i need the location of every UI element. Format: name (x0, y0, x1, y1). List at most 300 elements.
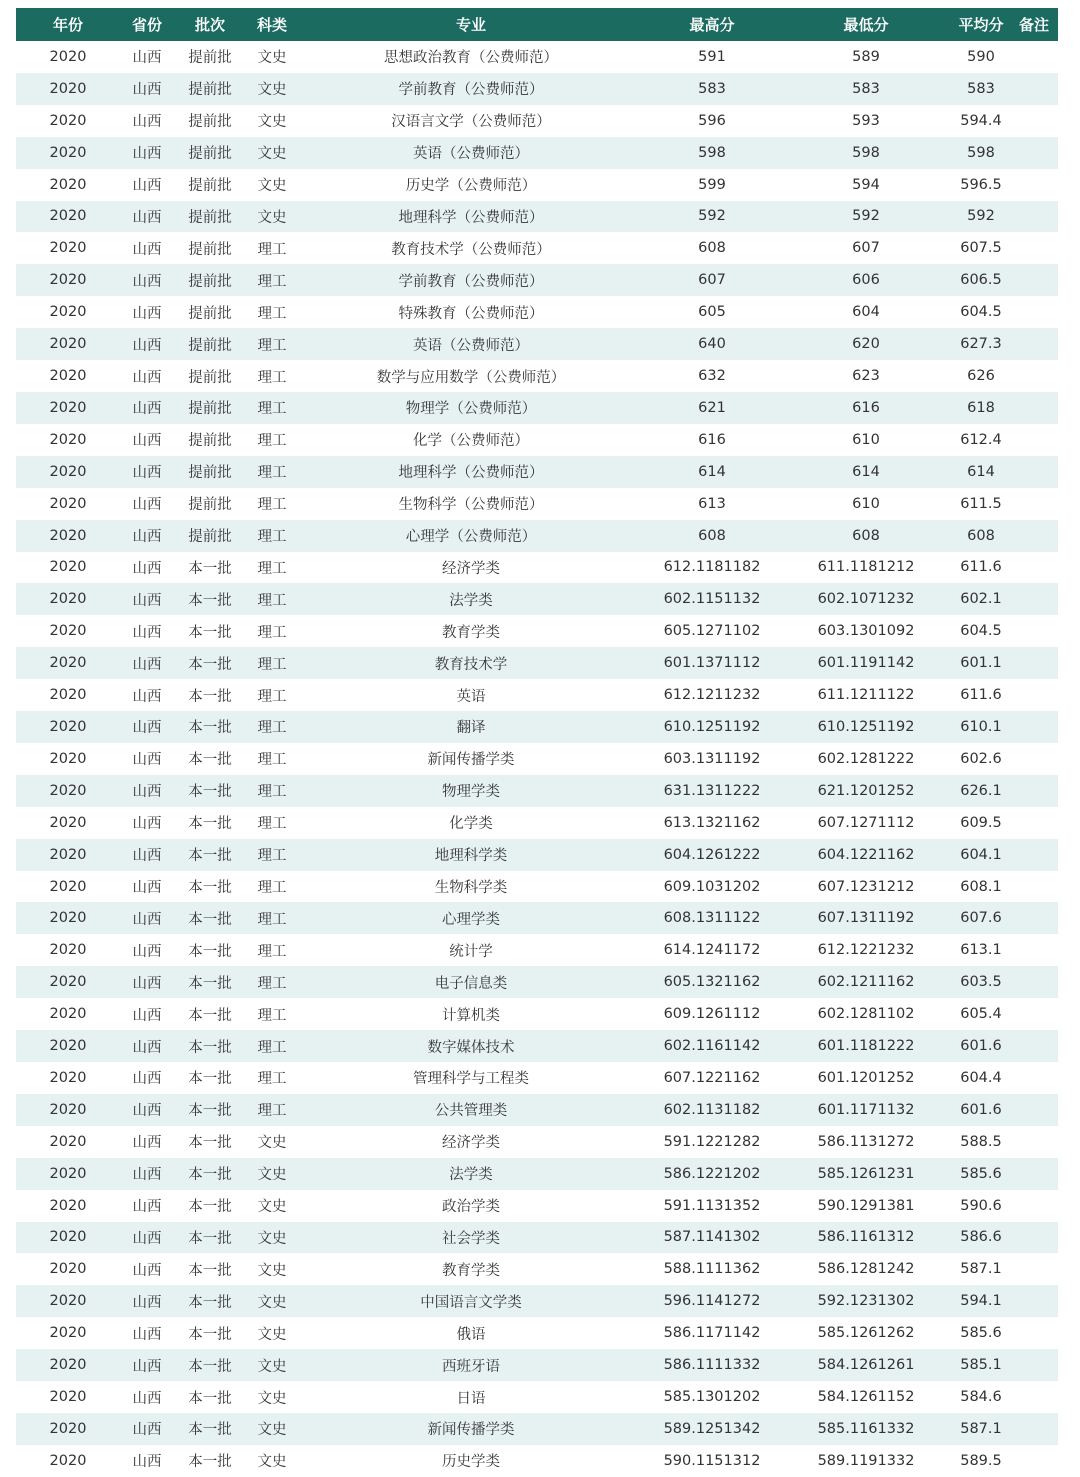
cell-year: 2020 (49, 399, 87, 416)
cell-major: 化学（公费师范） (413, 433, 529, 450)
cell-province: 山西 (132, 1199, 162, 1216)
cell-batch: 提前批 (188, 529, 232, 546)
cell-remark (1010, 552, 1058, 584)
cell-max-score: 610.1251192 (663, 718, 761, 735)
cell-min-score: 589.1191332 (817, 1452, 915, 1469)
cell-remark (1010, 1317, 1058, 1349)
table-row (16, 1317, 1058, 1349)
header-year: 年份 (52, 16, 83, 34)
cell-major: 英语 (456, 688, 486, 705)
table-row (16, 392, 1058, 424)
cell-max-score: 603.1311192 (663, 750, 761, 767)
cell-major: 汉语言文学（公费师范） (391, 114, 551, 131)
cell-province: 山西 (132, 529, 162, 546)
cell-avg-score: 594.4 (960, 112, 1002, 129)
cell-max-score: 586.1171142 (663, 1325, 761, 1342)
cell-max-score: 598 (698, 144, 726, 161)
cell-province: 山西 (132, 1294, 162, 1311)
cell-major: 生物科学（公费师范） (398, 497, 544, 514)
cell-avg-score: 594.1 (960, 1293, 1002, 1310)
cell-province: 山西 (132, 178, 162, 195)
cell-min-score: 592 (852, 208, 880, 225)
cell-province: 山西 (132, 656, 162, 673)
cell-avg-score: 590.6 (960, 1197, 1002, 1214)
cell-major: 地理科学（公费师范） (398, 465, 544, 482)
cell-year: 2020 (49, 750, 87, 767)
cell-batch: 本一批 (188, 592, 232, 609)
cell-major: 心理学（公费师范） (405, 529, 537, 546)
table-row (16, 520, 1058, 552)
cell-remark (1010, 201, 1058, 233)
cell-year: 2020 (49, 846, 87, 863)
cell-subject-type: 文史 (257, 1390, 287, 1407)
cell-remark (1010, 1190, 1058, 1222)
table-row (16, 1094, 1058, 1126)
table-row (16, 232, 1058, 264)
cell-remark (1010, 1349, 1058, 1381)
cell-year: 2020 (49, 336, 87, 353)
cell-min-score: 611.1181212 (817, 559, 915, 576)
cell-avg-score: 598 (967, 144, 995, 161)
cell-year: 2020 (49, 1006, 87, 1023)
admission-score-table (16, 8, 1058, 1477)
cell-province: 山西 (132, 241, 162, 258)
cell-province: 山西 (132, 752, 162, 769)
cell-max-score: 587.1141302 (663, 1229, 761, 1246)
header-max-score: 最高分 (689, 16, 735, 34)
cell-max-score: 602.1131182 (663, 1101, 761, 1118)
cell-subject-type: 理工 (257, 529, 287, 546)
cell-subject-type: 理工 (257, 305, 287, 322)
cell-subject-type: 文史 (257, 1422, 287, 1439)
cell-min-score: 607.1311192 (817, 910, 915, 927)
cell-avg-score: 611.6 (960, 687, 1002, 704)
table-row (16, 137, 1058, 169)
cell-max-score: 607.1221162 (663, 1069, 761, 1086)
cell-avg-score: 601.1 (960, 655, 1002, 672)
cell-subject-type: 文史 (257, 178, 287, 195)
cell-min-score: 589 (852, 48, 880, 65)
cell-avg-score: 589.5 (960, 1452, 1002, 1469)
cell-year: 2020 (49, 878, 87, 895)
cell-province: 山西 (132, 82, 162, 99)
table-row (16, 73, 1058, 105)
cell-avg-score: 612.4 (960, 431, 1002, 448)
table-row (16, 41, 1058, 73)
cell-remark (1010, 679, 1058, 711)
cell-major: 英语（公费师范） (413, 146, 529, 163)
cell-province: 山西 (132, 688, 162, 705)
cell-remark (1010, 105, 1058, 137)
cell-max-score: 583 (698, 80, 726, 97)
cell-batch: 本一批 (188, 1199, 232, 1216)
cell-batch: 本一批 (188, 943, 232, 960)
cell-subject-type: 理工 (257, 816, 287, 833)
cell-batch: 本一批 (188, 1454, 232, 1471)
cell-subject-type: 理工 (257, 465, 287, 482)
table-header (16, 8, 1058, 41)
cell-year: 2020 (49, 1293, 87, 1310)
cell-subject-type: 文史 (257, 1135, 287, 1152)
cell-province: 山西 (132, 1167, 162, 1184)
table-row (16, 488, 1058, 520)
cell-batch: 提前批 (188, 497, 232, 514)
cell-major: 特殊教育（公费师范） (398, 305, 544, 322)
table-row (16, 1381, 1058, 1413)
cell-min-score: 584.1261261 (817, 1357, 915, 1374)
cell-max-score: 621 (698, 399, 726, 416)
cell-min-score: 585.1161332 (817, 1420, 915, 1437)
cell-avg-score: 611.6 (960, 559, 1002, 576)
cell-year: 2020 (49, 176, 87, 193)
cell-remark (1010, 488, 1058, 520)
cell-avg-score: 603.5 (960, 974, 1002, 991)
cell-min-score: 612.1221232 (817, 942, 915, 959)
cell-year: 2020 (49, 623, 87, 640)
cell-remark (1010, 807, 1058, 839)
cell-year: 2020 (49, 1197, 87, 1214)
cell-major: 物理学（公费师范） (405, 401, 537, 418)
table-row (16, 1253, 1058, 1285)
cell-avg-score: 604.5 (960, 304, 1002, 321)
table-row (16, 1062, 1058, 1094)
table-body (16, 41, 1058, 1477)
cell-batch: 提前批 (188, 401, 232, 418)
table-row (16, 456, 1058, 488)
cell-remark (1010, 73, 1058, 105)
cell-remark (1010, 711, 1058, 743)
cell-batch: 本一批 (188, 720, 232, 737)
cell-batch: 提前批 (188, 178, 232, 195)
cell-max-score: 607 (698, 272, 726, 289)
cell-max-score: 591.1221282 (663, 1133, 761, 1150)
cell-province: 山西 (132, 273, 162, 290)
cell-max-score: 614.1241172 (663, 942, 761, 959)
cell-remark (1010, 1030, 1058, 1062)
cell-remark (1010, 1285, 1058, 1317)
cell-major: 统计学 (449, 943, 493, 960)
cell-major: 经济学类 (442, 1135, 500, 1152)
cell-major: 政治学类 (442, 1199, 500, 1216)
cell-remark (1010, 966, 1058, 998)
table-row (16, 552, 1058, 584)
table-row (16, 615, 1058, 647)
cell-year: 2020 (49, 304, 87, 321)
cell-major: 法学类 (449, 592, 493, 609)
cell-max-score: 632 (698, 368, 726, 385)
cell-year: 2020 (49, 1261, 87, 1278)
cell-remark (1010, 137, 1058, 169)
cell-remark (1010, 998, 1058, 1030)
cell-min-score: 592.1231302 (817, 1293, 915, 1310)
cell-min-score: 606 (852, 272, 880, 289)
cell-province: 山西 (132, 1007, 162, 1024)
cell-min-score: 593 (852, 112, 880, 129)
header-min-score: 最低分 (843, 16, 889, 34)
cell-remark (1010, 839, 1058, 871)
cell-avg-score: 583 (967, 80, 995, 97)
cell-year: 2020 (49, 1420, 87, 1437)
cell-max-score: 596 (698, 112, 726, 129)
cell-province: 山西 (132, 975, 162, 992)
cell-avg-score: 586.6 (960, 1229, 1002, 1246)
cell-major: 翻译 (456, 720, 486, 737)
cell-province: 山西 (132, 1454, 162, 1471)
cell-province: 山西 (132, 1390, 162, 1407)
cell-major: 中国语言文学类 (420, 1294, 522, 1311)
table-row (16, 1445, 1058, 1477)
cell-year: 2020 (49, 48, 87, 65)
table-row (16, 264, 1058, 296)
cell-batch: 提前批 (188, 241, 232, 258)
cell-year: 2020 (49, 144, 87, 161)
cell-avg-score: 596.5 (960, 176, 1002, 193)
cell-max-score: 608 (698, 527, 726, 544)
cell-remark (1010, 360, 1058, 392)
cell-subject-type: 理工 (257, 848, 287, 865)
cell-year: 2020 (49, 1165, 87, 1182)
table-row (16, 871, 1058, 903)
cell-year: 2020 (49, 240, 87, 257)
table-row (16, 902, 1058, 934)
cell-subject-type: 文史 (257, 1230, 287, 1247)
cell-batch: 本一批 (188, 624, 232, 641)
cell-province: 山西 (132, 1135, 162, 1152)
table-row (16, 934, 1058, 966)
cell-major: 化学类 (449, 816, 493, 833)
table-row (16, 743, 1058, 775)
cell-subject-type: 理工 (257, 273, 287, 290)
cell-avg-score: 602.1 (960, 591, 1002, 608)
cell-subject-type: 理工 (257, 784, 287, 801)
cell-avg-score: 608.1 (960, 878, 1002, 895)
cell-avg-score: 609.5 (960, 814, 1002, 831)
cell-batch: 本一批 (188, 1358, 232, 1375)
cell-min-score: 601.1201252 (817, 1069, 915, 1086)
cell-year: 2020 (49, 591, 87, 608)
cell-remark (1010, 1062, 1058, 1094)
cell-avg-score: 627.3 (960, 336, 1002, 353)
cell-year: 2020 (49, 559, 87, 576)
cell-province: 山西 (132, 337, 162, 354)
table-row (16, 1222, 1058, 1254)
cell-remark (1010, 1222, 1058, 1254)
cell-min-score: 602.1281222 (817, 750, 915, 767)
cell-max-score: 616 (698, 431, 726, 448)
cell-province: 山西 (132, 1422, 162, 1439)
cell-major: 物理学类 (442, 784, 500, 801)
cell-subject-type: 理工 (257, 720, 287, 737)
cell-batch: 本一批 (188, 1039, 232, 1056)
cell-subject-type: 文史 (257, 114, 287, 131)
cell-province: 山西 (132, 1262, 162, 1279)
cell-min-score: 603.1301092 (817, 623, 915, 640)
cell-major: 英语（公费师范） (413, 337, 529, 354)
cell-subject-type: 理工 (257, 656, 287, 673)
cell-batch: 提前批 (188, 305, 232, 322)
cell-subject-type: 理工 (257, 752, 287, 769)
cell-year: 2020 (49, 782, 87, 799)
cell-year: 2020 (49, 1133, 87, 1150)
cell-province: 山西 (132, 784, 162, 801)
cell-major: 新闻传播学类 (427, 1422, 515, 1439)
table-row (16, 1285, 1058, 1317)
table-row (16, 1413, 1058, 1445)
cell-subject-type: 理工 (257, 624, 287, 641)
cell-year: 2020 (49, 1069, 87, 1086)
cell-major: 心理学类 (442, 911, 500, 928)
cell-subject-type: 文史 (257, 1326, 287, 1343)
table-row (16, 360, 1058, 392)
cell-batch: 本一批 (188, 1294, 232, 1311)
cell-max-score: 608.1311122 (663, 910, 761, 927)
cell-max-score: 612.1211232 (663, 687, 761, 704)
cell-year: 2020 (49, 1325, 87, 1342)
cell-batch: 本一批 (188, 848, 232, 865)
cell-subject-type: 理工 (257, 497, 287, 514)
cell-province: 山西 (132, 465, 162, 482)
cell-max-score: 613 (698, 495, 726, 512)
table-row (16, 839, 1058, 871)
cell-major: 思想政治教育（公费师范） (384, 50, 558, 67)
cell-year: 2020 (49, 463, 87, 480)
cell-max-score: 614 (698, 463, 726, 480)
cell-remark (1010, 1126, 1058, 1158)
cell-min-score: 607 (852, 240, 880, 257)
cell-major: 经济学类 (442, 560, 500, 577)
cell-province: 山西 (132, 816, 162, 833)
cell-major: 教育技术学（公费师范） (391, 241, 551, 258)
cell-avg-score: 607.6 (960, 910, 1002, 927)
cell-avg-score: 608 (967, 527, 995, 544)
cell-remark (1010, 41, 1058, 73)
cell-max-score: 589.1251342 (663, 1420, 761, 1437)
table-row (16, 775, 1058, 807)
cell-remark (1010, 1253, 1058, 1285)
cell-avg-score: 604.4 (960, 1069, 1002, 1086)
cell-min-score: 601.1171132 (817, 1101, 915, 1118)
cell-batch: 本一批 (188, 880, 232, 897)
cell-subject-type: 文史 (257, 209, 287, 226)
cell-province: 山西 (132, 1103, 162, 1120)
cell-remark (1010, 743, 1058, 775)
cell-subject-type: 理工 (257, 911, 287, 928)
cell-major: 数学与应用数学（公费师范） (376, 369, 566, 386)
cell-min-score: 601.1181222 (817, 1038, 915, 1055)
cell-avg-score: 605.4 (960, 1006, 1002, 1023)
table-row (16, 966, 1058, 998)
cell-major: 历史学类 (442, 1454, 500, 1471)
cell-subject-type: 理工 (257, 433, 287, 450)
cell-major: 新闻传播学类 (427, 752, 515, 769)
cell-subject-type: 理工 (257, 943, 287, 960)
cell-major: 公共管理类 (434, 1103, 508, 1120)
cell-batch: 本一批 (188, 752, 232, 769)
cell-max-score: 601.1371112 (663, 655, 761, 672)
cell-major: 电子信息类 (434, 975, 508, 992)
table-row (16, 647, 1058, 679)
cell-min-score: 585.1261262 (817, 1325, 915, 1342)
table-row (16, 1158, 1058, 1190)
cell-batch: 本一批 (188, 656, 232, 673)
header-subject-type: 科类 (256, 16, 287, 34)
header-remark: 备注 (1018, 16, 1049, 34)
cell-remark (1010, 583, 1058, 615)
cell-year: 2020 (49, 272, 87, 289)
cell-subject-type: 理工 (257, 337, 287, 354)
cell-max-score: 599 (698, 176, 726, 193)
cell-remark (1010, 934, 1058, 966)
cell-min-score: 598 (852, 144, 880, 161)
cell-year: 2020 (49, 814, 87, 831)
cell-province: 山西 (132, 209, 162, 226)
cell-min-score: 614 (852, 463, 880, 480)
cell-subject-type: 文史 (257, 146, 287, 163)
cell-year: 2020 (49, 1229, 87, 1246)
cell-province: 山西 (132, 943, 162, 960)
cell-min-score: 610.1251192 (817, 718, 915, 735)
cell-min-score: 602.1071232 (817, 591, 915, 608)
cell-batch: 本一批 (188, 688, 232, 705)
cell-min-score: 602.1211162 (817, 974, 915, 991)
cell-province: 山西 (132, 1326, 162, 1343)
cell-min-score: 611.1211122 (817, 687, 915, 704)
cell-major: 教育学类 (442, 1262, 500, 1279)
cell-year: 2020 (49, 655, 87, 672)
cell-min-score: 607.1271112 (817, 814, 915, 831)
cell-province: 山西 (132, 848, 162, 865)
cell-min-score: 623 (852, 368, 880, 385)
cell-subject-type: 文史 (257, 1199, 287, 1216)
cell-year: 2020 (49, 80, 87, 97)
cell-remark (1010, 424, 1058, 456)
cell-province: 山西 (132, 592, 162, 609)
cell-subject-type: 文史 (257, 50, 287, 67)
cell-province: 山西 (132, 369, 162, 386)
table-row (16, 807, 1058, 839)
cell-batch: 本一批 (188, 1135, 232, 1152)
cell-subject-type: 文史 (257, 1358, 287, 1375)
cell-subject-type: 理工 (257, 401, 287, 418)
cell-avg-score: 601.6 (960, 1038, 1002, 1055)
cell-year: 2020 (49, 1357, 87, 1374)
cell-province: 山西 (132, 401, 162, 418)
cell-max-score: 590.1151312 (663, 1452, 761, 1469)
header-batch: 批次 (194, 16, 225, 34)
cell-province: 山西 (132, 1230, 162, 1247)
cell-remark (1010, 328, 1058, 360)
cell-max-score: 591.1131352 (663, 1197, 761, 1214)
cell-min-score: 610 (852, 495, 880, 512)
cell-remark (1010, 392, 1058, 424)
cell-province: 山西 (132, 497, 162, 514)
cell-batch: 提前批 (188, 273, 232, 290)
cell-batch: 本一批 (188, 784, 232, 801)
cell-major: 地理科学（公费师范） (398, 209, 544, 226)
cell-batch: 提前批 (188, 337, 232, 354)
cell-batch: 本一批 (188, 1103, 232, 1120)
table-row (16, 1030, 1058, 1062)
cell-remark (1010, 1158, 1058, 1190)
cell-remark (1010, 264, 1058, 296)
cell-avg-score: 584.6 (960, 1389, 1002, 1406)
cell-province: 山西 (132, 1071, 162, 1088)
cell-avg-score: 602.6 (960, 750, 1002, 767)
cell-subject-type: 理工 (257, 1007, 287, 1024)
cell-subject-type: 理工 (257, 560, 287, 577)
cell-subject-type: 文史 (257, 1167, 287, 1184)
table-row (16, 201, 1058, 233)
